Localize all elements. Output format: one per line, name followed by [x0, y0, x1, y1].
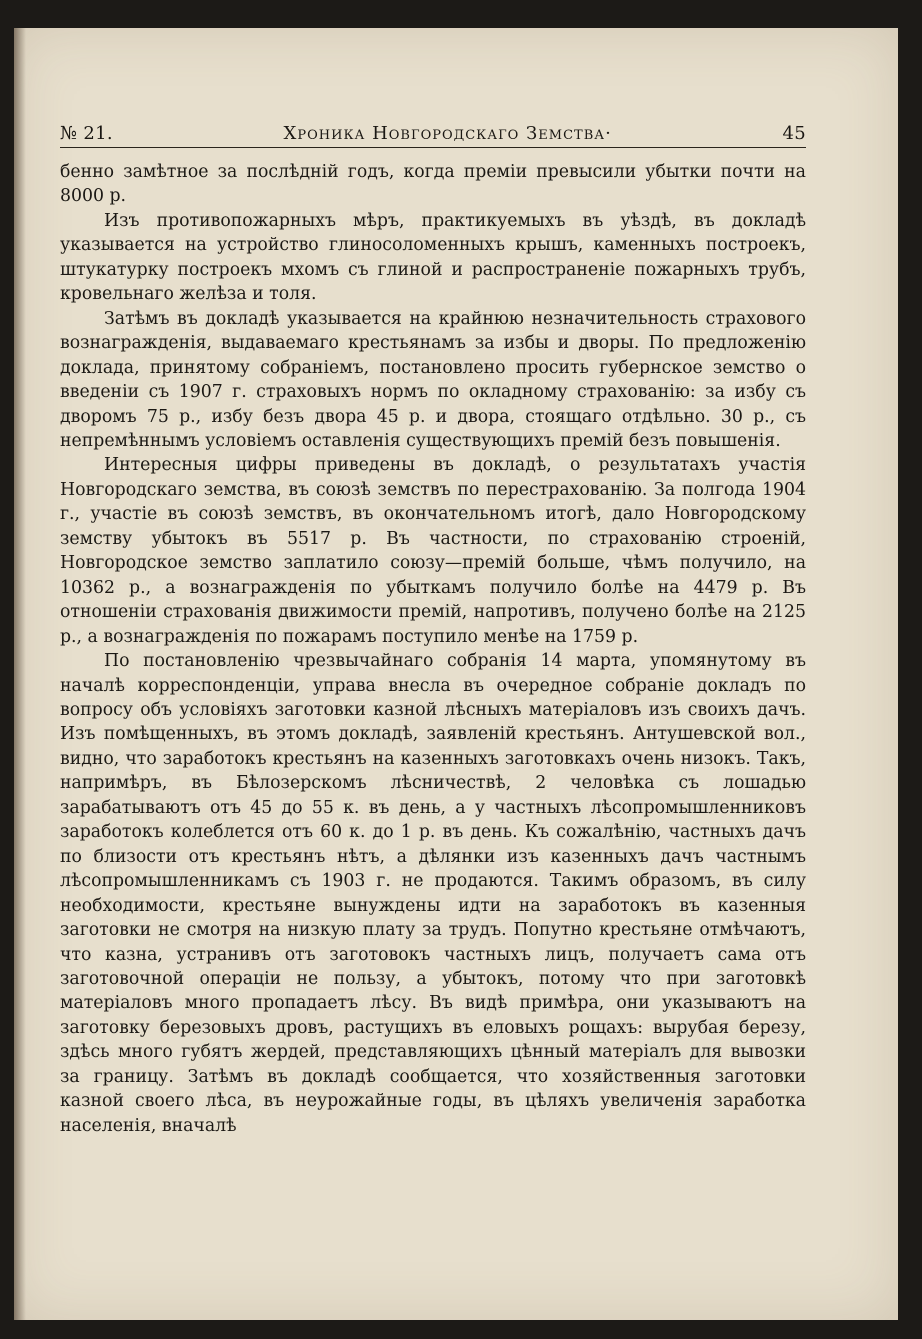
body-text — [60, 160, 806, 1138]
header-title: Хроника Новгородскаго Земства· — [283, 123, 612, 144]
page-spine-shadow — [14, 28, 26, 1320]
paragraph: Изъ противопожарныхъ мѣръ, практикуемыхъ въ уѣздѣ, въ докладѣ указывается на устройство глиносоломенныхъ крышъ, каменныхъ построекъ, штукатурку построекъ мхомъ съ глиной и распространеніе пожарныхъ трубъ, кровельнаго желѣза и толя. — [60, 210, 806, 305]
header-rule — [60, 147, 806, 149]
page-number: 45 — [782, 123, 806, 144]
paragraph: По постановленію чрезвычайнаго собранія 14 марта, упомянутому въ началѣ корреспонденціи, управа внесла въ очередное собраніе докладъ по вопросу объ условіяхъ заготовки казной лѣсныхъ матеріаловъ изъ своихъ дачъ. Изъ помѣщенныхъ, въ этомъ докладѣ, заявленій крестьянъ. Антушевской вол., видно, что заработокъ крестьянъ на казенныхъ заготовкахъ очень низокъ. Такъ, напримѣръ, въ Бѣлозерскомъ лѣсничествѣ, 2 человѣка съ лошадью зарабатываютъ отъ 45 до 55 к. въ день, а у частныхъ лѣсопромышленниковъ заработокъ колеблется отъ 60 к. до 1 р. въ день. Къ сожалѣнію, частныхъ дачъ по близости отъ крестьянъ нѣтъ, а дѣлянки изъ казенныхъ дачъ частнымъ лѣсопромышленникамъ съ 1903 г. не продаются. Такимъ образомъ, въ силу необходимости, крестьяне вынуждены идти на заработокъ въ казенныя заготовки не смотря на низкую плату за трудъ. Попутно крестьяне отмѣчаютъ, что казна, устранивъ отъ заготовокъ частныхъ лицъ, получаетъ сама отъ заготовочной операціи не пользу, а убытокъ, потому что при заготовкѣ матеріаловъ много пропадаетъ лѣсу. Въ видѣ примѣра, они указываютъ на заготовку березовыхъ дровъ, растущихъ въ еловыхъ рощахъ: вырубая березу, здѣсь много губятъ жердей, представляющихъ цѣнный матеріалъ для вывозки за границу. Затѣмъ въ докладѣ сообщается, что хозяйственныя заготовки казной своего лѣса, въ неурожайные годы, въ цѣляхъ увеличенія заработка населенія, вначалѣ — [60, 651, 806, 1136]
paragraph: Интересныя цифры приведены въ докладѣ, о результатахъ участія Новгородскаго земства, въ союзѣ земствъ по перестрахованію. За полгода 1904 г., участіе въ союзѣ земствъ, въ окончательномъ итогѣ, дало Новгородскому земству убытокъ въ 5517 р. Въ частности, по страхованію строеній, Новгородское земство заплатило союзу—премій больше, чѣмъ получило, на 10362 р., а вознагражденія по убыткамъ получило болѣе на 4479 р. Въ отношеніи страхованія движимости премій, напротивъ, получено болѣе на 2125 р., а вознагражденія по пожарамъ поступило менѣе на 1759 р. — [60, 455, 806, 647]
paragraph: Затѣмъ въ докладѣ указывается на крайнюю незначительность страхового вознагражденія, выдаваемаго крестьянамъ за избы и дворы. По предложенію доклада, принятому собраніемъ, постановлено просить губернское земство о введеніи съ 1907 г. страховыхъ нормъ по окладному страхованію: за избу съ дворомъ 75 р., избу безъ двора 45 р. и двора, стоящаго отдѣльно. 30 р., съ непремѣннымъ условіемъ оставленія существующихъ премій безъ повышенія. — [60, 308, 806, 451]
paragraph-continued: бенно замѣтное за послѣдній годъ, когда преміи превысили убытки почти на 8000 р. — [60, 162, 806, 207]
issue-number: № 21. — [60, 123, 113, 144]
running-header — [60, 110, 806, 144]
